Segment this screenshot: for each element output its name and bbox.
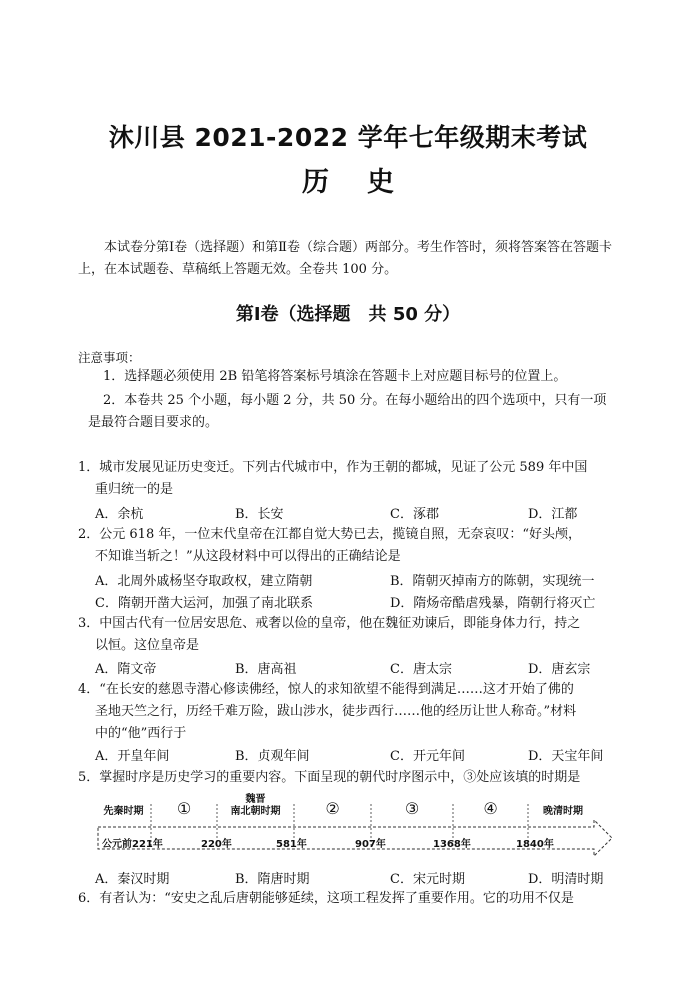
subject-title: 历史	[302, 167, 432, 198]
option-d[interactable]: D．隋炀帝酷虐残暴，隋朝行将灭亡	[390, 596, 596, 611]
option-a[interactable]: A．隋文帝	[95, 662, 157, 677]
segment-blank-1: ①	[176, 799, 192, 818]
question-text: 6．有者认为：“安史之乱后唐朝能够延续，这项工程发挥了重要作用。它的功用不仅是	[78, 891, 574, 906]
option-c[interactable]: C．隋朝开凿大运河，加强了南北联系	[95, 596, 313, 611]
option-b[interactable]: B．长安	[235, 507, 284, 522]
exam-title: 沐川县 2021-2022 学年七年级期末考试	[108, 123, 588, 152]
option-c[interactable]: C．开元年间	[390, 749, 465, 764]
option-d[interactable]: D．明清时期	[528, 872, 604, 887]
question-text: 3．中国古代有一位居安思危、戒奢以俭的皇帝，他在魏征劝谏后，即能身体力行，持之	[78, 616, 581, 631]
question-3	[78, 613, 626, 657]
question-text-continued: 以恒。这位皇帝是	[95, 638, 200, 653]
year-221bc: 公元前221年	[102, 839, 163, 850]
option-c[interactable]: C．涿郡	[390, 507, 439, 522]
question-text-continued: 中的“他”西行于	[95, 726, 187, 741]
segment-blank-3: ③	[404, 799, 420, 818]
question-4-options	[95, 745, 625, 767]
question-1	[78, 457, 626, 501]
question-text: 4．“在长安的慈恩寺潜心修读佛经，惊人的求知欲望不能得到满足……这才开始了佛的	[78, 682, 574, 697]
option-d[interactable]: D．江都	[528, 507, 578, 522]
notice-item-1: 1．选择题必须使用 2B 铅笔将答案标号填涂在答题卡上对应题目标号的位置上。	[103, 369, 567, 384]
question-text: 2．公元 618 年，一位末代皇帝在江都自觉大势已去，揽镜自照，无奈哀叹：“好头颅，	[78, 527, 581, 542]
option-a[interactable]: A．北周外戚杨坚夺取政权，建立隋朝	[95, 574, 313, 589]
question-2-options-row1	[95, 570, 625, 592]
notice-heading: 注意事项：	[78, 350, 141, 365]
option-d[interactable]: D．天宝年间	[528, 749, 604, 764]
option-b[interactable]: B．隋朝灭掉南方的陈朝，实现统一	[390, 574, 595, 589]
question-1-options	[95, 503, 625, 525]
option-d[interactable]: D．唐玄宗	[528, 662, 591, 677]
year-1368: 1368年	[433, 839, 471, 850]
question-text: 1．城市发展见证历史变迁。下列古代城市中，作为王朝的都城，见证了公元 589 年中国	[78, 460, 588, 475]
option-a[interactable]: A．秦汉时期	[95, 872, 170, 887]
notice-item-2-continued: 是最符合题目要求的。	[88, 415, 219, 430]
exam-instructions: 本试卷分第Ⅰ卷（选择题）和第Ⅱ卷（综合题）两部分。考生作答时，须将答案答在答题卡上，在本试题卷、草稿纸上答题无效。全卷共 100 分。	[78, 240, 612, 277]
year-907: 907年	[355, 839, 386, 850]
year-581: 581年	[276, 839, 307, 850]
option-c[interactable]: C．唐太宗	[390, 662, 452, 677]
option-b[interactable]: B．隋唐时期	[235, 872, 310, 887]
question-4	[78, 679, 626, 745]
dynasty-timeline	[96, 794, 616, 870]
segment-blank-2: ②	[325, 799, 340, 818]
question-5	[78, 767, 626, 789]
question-text-continued: 不知谁当斩之！”从这段材料中可以得出的正确结论是	[95, 549, 401, 564]
question-5-options	[95, 868, 625, 890]
question-3-options	[95, 658, 625, 680]
question-2-options-row2	[95, 592, 625, 614]
segment-north-south-dynasties: 南北朝时期	[230, 806, 281, 817]
section-title: 第Ⅰ卷（选择题 共 50 分）	[235, 304, 461, 325]
segment-pre-qin: 先秦时期	[103, 806, 144, 817]
option-a[interactable]: A．余杭	[95, 507, 144, 522]
year-220: 220年	[201, 839, 232, 850]
option-b[interactable]: B．唐高祖	[235, 662, 297, 677]
segment-late-qing: 晚清时期	[543, 806, 583, 817]
question-text-continued: 圣地天竺之行，历经千难万险，跋山涉水，徒步西行……他的经历让世人称奇。”材料	[95, 704, 577, 719]
question-text: 5．掌握时序是历史学习的重要内容。下面呈现的朝代时序图示中，③处应该填的时期是	[78, 770, 581, 785]
option-c[interactable]: C．宋元时期	[390, 872, 465, 887]
option-b[interactable]: B．贞观年间	[235, 749, 310, 764]
year-1840: 1840年	[516, 839, 554, 850]
question-text-continued: 重归统一的是	[95, 482, 174, 497]
option-a[interactable]: A．开皇年间	[95, 749, 170, 764]
segment-blank-4: ④	[483, 799, 498, 818]
segment-wei-jin-label: 魏晋	[245, 794, 266, 805]
notice-item-2: 2．本卷共 25 个小题，每小题 2 分，共 50 分。在每小题给出的四个选项中，只有一项	[103, 393, 607, 408]
question-6	[78, 888, 626, 910]
question-2	[78, 524, 626, 568]
